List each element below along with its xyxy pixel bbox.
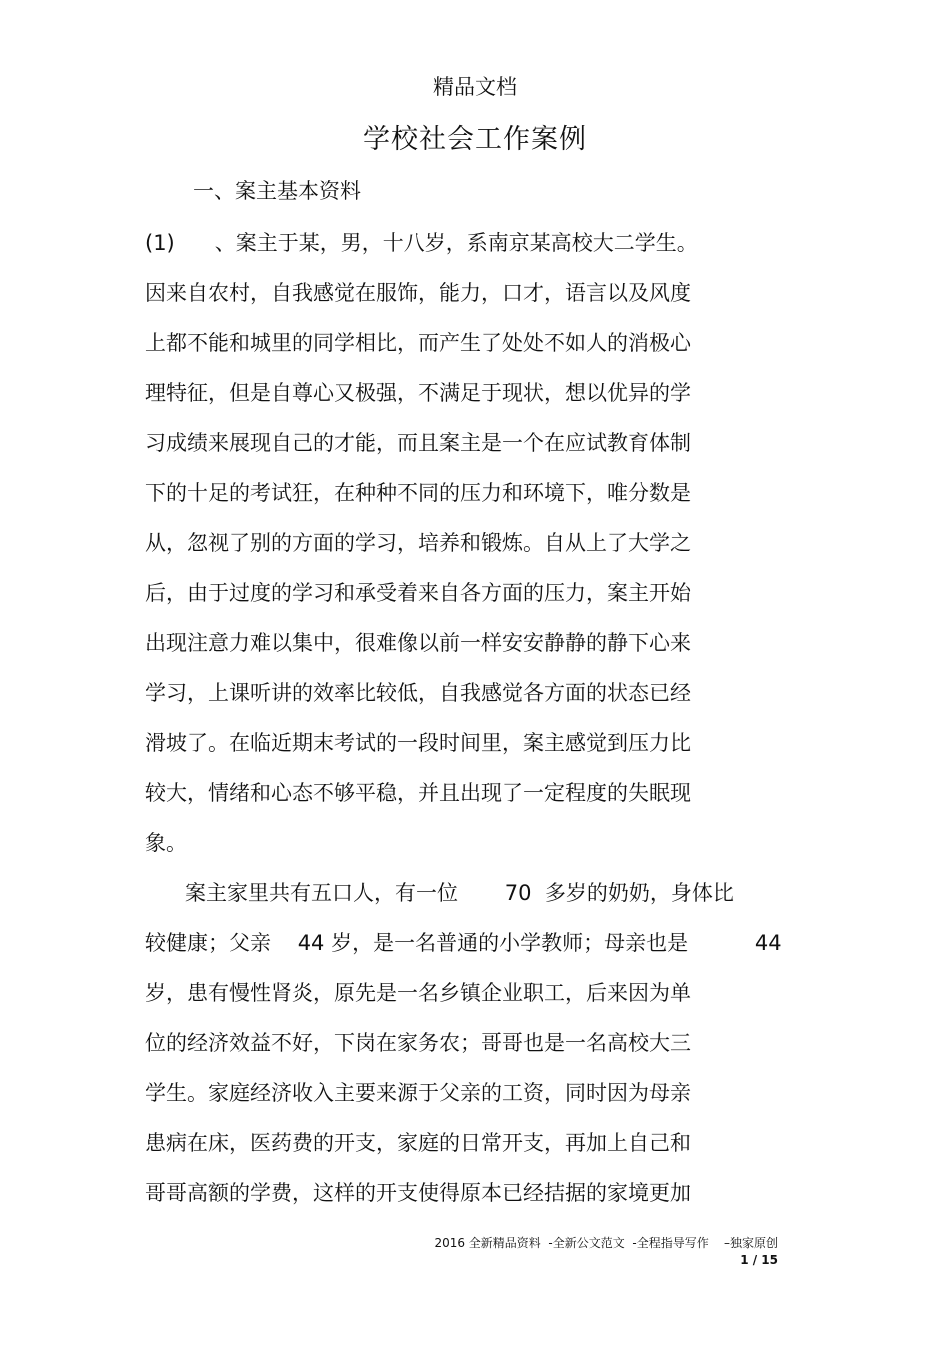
text-line: 理特征，但是自尊心又极强，不满足于现状，想以优异的学	[145, 381, 691, 405]
text-line: 学生。家庭经济收入主要来源于父亲的工资，同时因为母亲	[145, 1081, 691, 1105]
text-line: 较健康；父亲 44 岁，是一名普通的小学教师；母亲也是 44	[145, 931, 782, 955]
text-line: 较大，情绪和心态不够平稳，并且出现了一定程度的失眠现	[145, 781, 691, 805]
text-line: 上都不能和城里的同学相比，而产生了处处不如人的消极心	[145, 331, 691, 355]
text-line: 出现注意力难以集中，很难像以前一样安安静静的静下心来	[145, 631, 691, 655]
section-heading: 一、案主基本资料	[193, 179, 361, 203]
text-line: 案主家里共有五口人，有一位 70 多岁的奶奶，身体比	[145, 881, 734, 905]
text-line: 下的十足的考试狂，在种种不同的压力和环境下，唯分数是	[145, 481, 691, 505]
text-line: 因来自农村，自我感觉在服饰，能力，口才，语言以及风度	[145, 281, 691, 305]
text-line: 后，由于过度的学习和承受着来自各方面的压力，案主开始	[145, 581, 691, 605]
page-number: 1 / 15	[740, 1253, 778, 1267]
text-line: 象。	[145, 831, 187, 855]
text-line: 哥哥高额的学费，这样的开支使得原本已经拮据的家境更加	[145, 1181, 691, 1205]
text-line: 习成绩来展现自己的才能，而且案主是一个在应试教育体制	[145, 431, 691, 455]
text-line: 学习，上课听讲的效率比较低，自我感觉各方面的状态已经	[145, 681, 691, 705]
document-title: 学校社会工作案例	[363, 124, 587, 155]
text-line: 患病在床，医药费的开支，家庭的日常开支，再加上自己和	[145, 1131, 691, 1155]
footer-text: 2016 全新精品资料 -全新公文范文 -全程指导写作 –独家原创	[434, 1236, 778, 1250]
text-line: 岁，患有慢性肾炎，原先是一名乡镇企业职工，后来因为单	[145, 981, 691, 1005]
text-line: 位的经济效益不好，下岗在家务农；哥哥也是一名高校大三	[145, 1031, 691, 1055]
text-line: 从，忽视了别的方面的学习，培养和锻炼。自从上了大学之	[145, 531, 691, 555]
page-header: 精品文档	[433, 75, 517, 99]
text-line: 滑坡了。在临近期末考试的一段时间里，案主感觉到压力比	[145, 731, 691, 755]
text-line: (1) 、案主于某，男，十八岁，系南京某高校大二学生。	[145, 231, 698, 255]
